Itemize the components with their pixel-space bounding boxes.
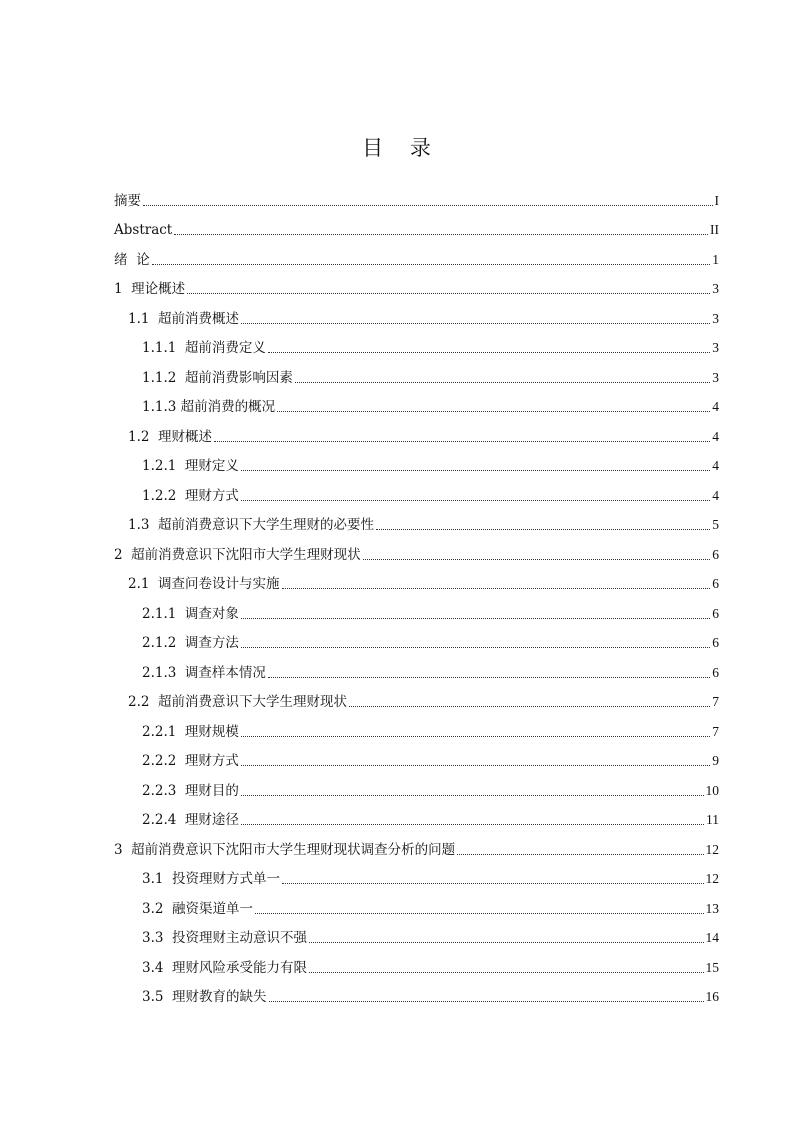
toc-entry-label: 2 超前消费意识下沈阳市大学生理财现状 — [114, 546, 361, 563]
toc-entry[interactable] — [114, 298, 719, 328]
toc-entry[interactable] — [114, 623, 719, 653]
toc-entry-label: 摘要 — [114, 192, 141, 209]
toc-entry-label: 3 超前消费意识下沈阳市大学生理财现状调查分析的问题 — [114, 841, 456, 858]
toc-entry-page-number: 3 — [712, 340, 719, 355]
toc-entry[interactable] — [114, 180, 719, 210]
toc-entry-label: 2.2.3 理财目的 — [142, 782, 239, 799]
toc-entry-label: Abstract — [114, 222, 173, 238]
toc-entry[interactable] — [114, 239, 719, 269]
toc-entry-label: 1.1.3 超前消费的概况 — [142, 399, 276, 415]
table-of-contents — [114, 180, 719, 1006]
toc-entry-page-number: 9 — [712, 753, 719, 768]
toc-dot-leader — [241, 323, 710, 324]
toc-entry-page-number: 16 — [705, 989, 719, 1004]
toc-entry[interactable] — [114, 416, 719, 446]
toc-dot-leader — [457, 854, 703, 855]
toc-dot-leader — [241, 795, 704, 796]
toc-entry[interactable] — [114, 475, 719, 505]
toc-entry-page-number: 6 — [712, 576, 719, 591]
toc-entry-label: 3.5 理财教育的缺失 — [142, 989, 267, 1005]
toc-entry-page-number: 5 — [712, 517, 719, 532]
toc-dot-leader — [241, 500, 710, 501]
toc-entry[interactable] — [114, 446, 719, 476]
toc-dot-leader — [214, 441, 710, 442]
toc-entry-page-number: 11 — [706, 812, 719, 827]
toc-entry[interactable] — [114, 859, 719, 889]
page-title: 目 录 — [362, 136, 441, 160]
toc-entry[interactable] — [114, 210, 719, 240]
toc-entry-label: 3.3 投资理财主动意识不强 — [142, 930, 308, 946]
toc-dot-leader — [241, 470, 710, 471]
toc-entry[interactable] — [114, 593, 719, 623]
toc-dot-leader — [269, 1001, 704, 1002]
toc-entry[interactable] — [114, 741, 719, 771]
toc-entry-page-number: II — [710, 222, 719, 237]
toc-dot-leader — [309, 972, 703, 973]
toc-dot-leader — [295, 382, 710, 383]
toc-dot-leader — [241, 824, 704, 825]
toc-entry-page-number: I — [714, 192, 719, 208]
toc-dot-leader — [268, 352, 710, 353]
toc-entry-page-number: 13 — [705, 900, 719, 916]
toc-entry-page-number: 15 — [705, 959, 719, 975]
toc-entry-page-number: 4 — [712, 428, 719, 444]
toc-dot-leader — [363, 559, 711, 560]
toc-dot-leader — [241, 736, 710, 737]
toc-entry-page-number: 3 — [712, 369, 719, 385]
toc-dot-leader — [241, 765, 710, 766]
toc-entry-label: 1.1.1 超前消费定义 — [142, 340, 266, 356]
toc-entry[interactable] — [114, 534, 719, 564]
toc-dot-leader — [143, 205, 713, 206]
toc-entry[interactable] — [114, 711, 719, 741]
toc-entry-page-number: 1 — [712, 251, 719, 267]
toc-entry-label: 1.1.2 超前消费影响因素 — [142, 369, 293, 386]
toc-entry-label: 2.2.2 理财方式 — [142, 753, 239, 769]
toc-entry[interactable] — [114, 505, 719, 535]
toc-entry[interactable] — [114, 357, 719, 387]
toc-entry[interactable] — [114, 800, 719, 830]
toc-entry-label: 1.2.1 理财定义 — [142, 458, 239, 474]
toc-entry[interactable] — [114, 564, 719, 594]
toc-dot-leader — [268, 677, 710, 678]
toc-dot-leader — [277, 411, 710, 412]
toc-dot-leader — [174, 234, 708, 235]
toc-dot-leader — [309, 942, 703, 943]
toc-entry-page-number: 7 — [712, 723, 719, 739]
toc-entry[interactable] — [114, 682, 719, 712]
toc-entry-label: 1.3 超前消费意识下大学生理财的必要性 — [128, 517, 375, 533]
toc-entry-page-number: 4 — [712, 487, 719, 503]
toc-entry-page-number: 12 — [705, 841, 719, 857]
toc-entry-page-number: 6 — [712, 664, 719, 680]
toc-dot-leader — [241, 618, 710, 619]
toc-dot-leader — [349, 706, 710, 707]
toc-entry[interactable] — [114, 652, 719, 682]
toc-entry-label: 2.2 超前消费意识下大学生理财现状 — [128, 694, 348, 710]
toc-entry[interactable] — [114, 328, 719, 358]
toc-entry-page-number: 6 — [712, 605, 719, 621]
toc-dot-leader — [376, 529, 710, 530]
toc-entry-page-number: 10 — [705, 782, 719, 798]
toc-dot-leader — [187, 293, 710, 294]
toc-entry-label: 2.1 调查问卷设计与实施 — [128, 576, 280, 592]
toc-dot-leader — [282, 883, 703, 884]
toc-entry[interactable] — [114, 770, 719, 800]
toc-dot-leader — [282, 588, 711, 589]
toc-entry[interactable] — [114, 829, 719, 859]
toc-entry[interactable] — [114, 269, 719, 299]
toc-entry-label: 3.1 投资理财方式单一 — [142, 871, 281, 887]
toc-entry-page-number: 3 — [712, 281, 719, 296]
toc-entry-label: 2.1.1 调查对象 — [142, 605, 239, 622]
toc-entry-label: 3.2 融资渠道单一 — [142, 900, 254, 917]
toc-entry[interactable] — [114, 888, 719, 918]
toc-entry[interactable] — [114, 918, 719, 948]
toc-entry-label: 2.1.2 调查方法 — [142, 635, 239, 651]
toc-entry-page-number: 7 — [712, 694, 719, 709]
toc-entry-page-number: 4 — [712, 458, 719, 473]
toc-entry-label: 1.2 理财概述 — [128, 428, 213, 445]
toc-dot-leader — [241, 647, 710, 648]
toc-entry-label: 绪 论 — [114, 251, 150, 268]
toc-entry[interactable] — [114, 977, 719, 1007]
toc-entry-label: 2.2.1 理财规模 — [142, 723, 239, 740]
toc-entry-label: 3.4 理财风险承受能力有限 — [142, 959, 308, 976]
toc-entry-page-number: 3 — [712, 310, 719, 326]
toc-entry-label: 2.2.4 理财途径 — [142, 812, 239, 828]
toc-entry-page-number: 4 — [712, 399, 719, 414]
toc-entry-label: 1 理论概述 — [114, 281, 186, 297]
toc-entry[interactable] — [114, 387, 719, 417]
toc-entry[interactable] — [114, 947, 719, 977]
toc-dot-leader — [255, 913, 703, 914]
toc-entry-page-number: 12 — [705, 871, 719, 886]
toc-entry-page-number: 14 — [705, 930, 719, 945]
toc-entry-label: 1.1 超前消费概述 — [128, 310, 240, 327]
toc-entry-label: 1.2.2 理财方式 — [142, 487, 239, 504]
toc-entry-page-number: 6 — [712, 635, 719, 650]
toc-dot-leader — [152, 264, 711, 265]
toc-entry-page-number: 6 — [712, 546, 719, 562]
toc-entry-label: 2.1.3 调查样本情况 — [142, 664, 266, 681]
